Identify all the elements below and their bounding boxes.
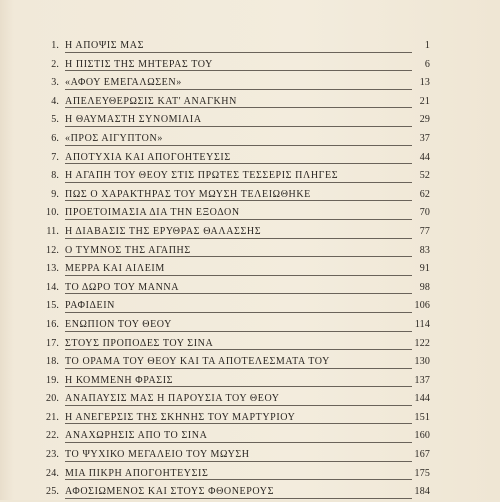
toc-entry-page: 144	[414, 393, 430, 405]
toc-entry-page: 98	[419, 281, 430, 293]
toc-entry	[0, 279, 500, 298]
toc-entry-page: 37	[419, 132, 430, 144]
toc-entry	[0, 297, 500, 316]
toc-entry-number: 16.	[46, 318, 59, 330]
toc-entry-page: 83	[419, 244, 430, 256]
toc-entry-page: 6	[424, 58, 430, 70]
toc-entry	[0, 74, 500, 93]
toc-entry-page: 184	[414, 486, 430, 498]
toc-entry-page: 160	[414, 430, 430, 442]
toc-entry-number: 14.	[46, 281, 59, 293]
toc-entry-title: Η ΔΙΑΒΑΣΙΣ ΤΗΣ ΕΡΥΘΡΑΣ ΘΑΛΑΣΣΗΣ	[65, 225, 262, 237]
toc-entry-title: ΑΝΑΧΩΡΗΣΙΣ ΑΠΟ ΤΟ ΣΙΝΑ	[65, 430, 208, 442]
toc-entry	[0, 223, 500, 242]
toc-entry-title: Ο ΤΥΜΝΟΣ ΤΗΣ ΑΓΑΠΗΣ	[65, 244, 191, 256]
toc-entry-page: 13	[419, 77, 430, 89]
toc-entry-page: 52	[419, 170, 430, 182]
toc-entry-number: 6.	[51, 132, 59, 144]
toc-entry	[0, 465, 500, 484]
toc-entry-title: ΤΟ ΟΡΑΜΑ ΤΟΥ ΘΕΟΥ ΚΑΙ ΤΑ ΑΠΟΤΕΛΕΣΜΑΤΑ ΤΟΥ	[65, 356, 330, 368]
toc-entry-number: 8.	[51, 170, 59, 182]
toc-entry	[0, 111, 500, 130]
toc-entry-title: ΡΑΦΙΔΕΙΝ	[65, 300, 115, 312]
toc-entry-title: ΣΤΟΥΣ ΠΡΟΠΟΔΕΣ ΤΟΥ ΣΙΝΑ	[65, 337, 214, 349]
toc-entry	[0, 316, 500, 335]
toc-entry-page: 114	[414, 318, 430, 330]
toc-entry-title: ΤΟ ΨΥΧΙΚΟ ΜΕΓΑΛΕΙΟ ΤΟΥ ΜΩΥΣΗ	[65, 449, 250, 461]
toc-entry-page: 167	[414, 449, 430, 461]
toc-entry-page: 21	[419, 95, 430, 107]
toc-entry-page: 130	[414, 356, 430, 368]
toc-entry-title: Η ΑΠΟΨΙΣ ΜΑΣ	[65, 40, 144, 51]
toc-entry-title: ΠΩΣ Ο ΧΑΡΑΚΤΗΡΑΣ ΤΟΥ ΜΩΥΣΗ ΤΕΛΕΙΩΘΗΚΕ	[65, 188, 311, 200]
toc-entry-number: 22.	[46, 430, 59, 442]
toc-entry-title: ΑΠΕΛΕΥΘΕΡΩΣΙΣ ΚΑΤ' ΑΝΑΓΚΗΝ	[65, 95, 237, 107]
toc-entry-title: ΑΝΑΠΑΥΣΙΣ ΜΑΣ Η ΠΑΡΟΥΣΙΑ ΤΟΥ ΘΕΟΥ	[65, 393, 280, 405]
toc-entry	[0, 37, 500, 56]
toc-entry-number: 24.	[46, 467, 59, 479]
toc-entry	[0, 93, 500, 112]
toc-entry	[0, 56, 500, 75]
toc-entry	[0, 483, 500, 502]
toc-entry	[0, 130, 500, 149]
toc-entry-title: Η ΘΑΥΜΑΣΤΗ ΣΥΝΟΜΙΛΙΑ	[65, 114, 202, 126]
toc-entry-title: Η ΑΝΕΓΕΡΣΙΣ ΤΗΣ ΣΚΗΝΗΣ ΤΟΥ ΜΑΡΤΥΡΙΟΥ	[65, 411, 296, 423]
toc-entry-page: 44	[419, 151, 430, 163]
toc-entry-number: 20.	[46, 393, 59, 405]
toc-underline	[65, 312, 412, 313]
toc-entry-page: 1	[424, 40, 430, 51]
toc-entry-number: 1.	[51, 40, 59, 51]
toc-entry-page: 70	[419, 207, 430, 219]
toc-entry-number: 13.	[46, 263, 59, 275]
toc-entry-page: 137	[414, 374, 430, 386]
toc-entry	[0, 242, 500, 261]
toc-entry	[0, 260, 500, 279]
toc-entry-number: 5.	[51, 114, 59, 126]
toc-entry-title: Η ΠΙΣΤΙΣ ΤΗΣ ΜΗΤΕΡΑΣ ΤΟΥ	[65, 58, 213, 70]
toc-entry-page: 106	[414, 300, 430, 312]
toc-entry-number: 23.	[46, 449, 59, 461]
toc-entry-number: 18.	[46, 356, 59, 368]
toc-entry	[0, 204, 500, 223]
toc-entry	[0, 446, 500, 465]
toc-entry-title: ΑΠΟΤΥΧΙΑ ΚΑΙ ΑΠΟΓΟΗΤΕΥΣΙΣ	[65, 151, 231, 163]
table-of-contents	[0, 37, 500, 502]
toc-entry-number: 4.	[51, 95, 59, 107]
toc-entry-number: 12.	[46, 244, 59, 256]
toc-entry-title: «ΑΦΟΥ ΕΜΕΓΑΛΩΣΕΝ»	[65, 77, 182, 89]
toc-entry-number: 21.	[46, 411, 59, 423]
toc-entry	[0, 353, 500, 372]
toc-entry-number: 19.	[46, 374, 59, 386]
toc-entry-number: 7.	[51, 151, 59, 163]
toc-entry-number: 2.	[51, 58, 59, 70]
toc-entry	[0, 335, 500, 354]
toc-entry	[0, 409, 500, 428]
toc-entry-number: 11.	[46, 225, 59, 237]
toc-entry-title: ΤΟ ΔΩΡΟ ΤΟΥ ΜΑΝΝΑ	[65, 281, 180, 293]
toc-entry-page: 62	[419, 188, 430, 200]
toc-entry-title: «ΠΡΟΣ ΑΙΓΥΠΤΟΝ»	[65, 132, 163, 144]
toc-entry-number: 10.	[46, 207, 59, 219]
toc-entry-title: ΕΝΩΠΙΟΝ ΤΟΥ ΘΕΟΥ	[65, 318, 172, 330]
toc-entry	[0, 427, 500, 446]
toc-entry-number: 17.	[46, 337, 59, 349]
toc-entry-title: ΑΦΟΣΙΩΜΕΝΟΣ ΚΑΙ ΣΤΟΥΣ ΦΘΟΝΕΡΟΥΣ	[65, 486, 274, 498]
toc-entry-page: 122	[414, 337, 430, 349]
toc-entry-title: Η ΚΟΜΜΕΝΗ ΦΡΑΣΙΣ	[65, 374, 174, 386]
toc-entry	[0, 167, 500, 186]
toc-entry-number: 9.	[51, 188, 59, 200]
toc-entry-page: 91	[419, 263, 430, 275]
toc-entry-number: 25.	[46, 486, 59, 498]
toc-entry-title: ΠΡΟΕΤΟΙΜΑΣΙΑ ΔΙΑ ΤΗΝ ΕΞΟΔΟΝ	[65, 207, 240, 219]
toc-entry-page: 29	[419, 114, 430, 126]
toc-entry	[0, 149, 500, 168]
toc-entry-title: ΜΕΡΡΑ ΚΑΙ ΑΙΛΕΙΜ	[65, 263, 165, 275]
toc-entry-number: 3.	[51, 77, 59, 89]
toc-entry-number: 15.	[46, 300, 59, 312]
toc-entry-title: Η ΑΓΑΠΗ ΤΟΥ ΘΕΟΥ ΣΤΙΣ ΠΡΩΤΕΣ ΤΕΣΣΕΡΙΣ ΠΛΗΓΕΣ	[65, 170, 339, 182]
toc-entry-page: 151	[414, 411, 430, 423]
toc-entry	[0, 186, 500, 205]
toc-entry-page: 77	[419, 225, 430, 237]
toc-entry	[0, 390, 500, 409]
toc-entry	[0, 372, 500, 391]
toc-entry-title: ΜΙΑ ΠΙΚΡΗ ΑΠΟΓΟΗΤΕΥΣΙΣ	[65, 467, 209, 479]
toc-entry-page: 175	[414, 467, 430, 479]
